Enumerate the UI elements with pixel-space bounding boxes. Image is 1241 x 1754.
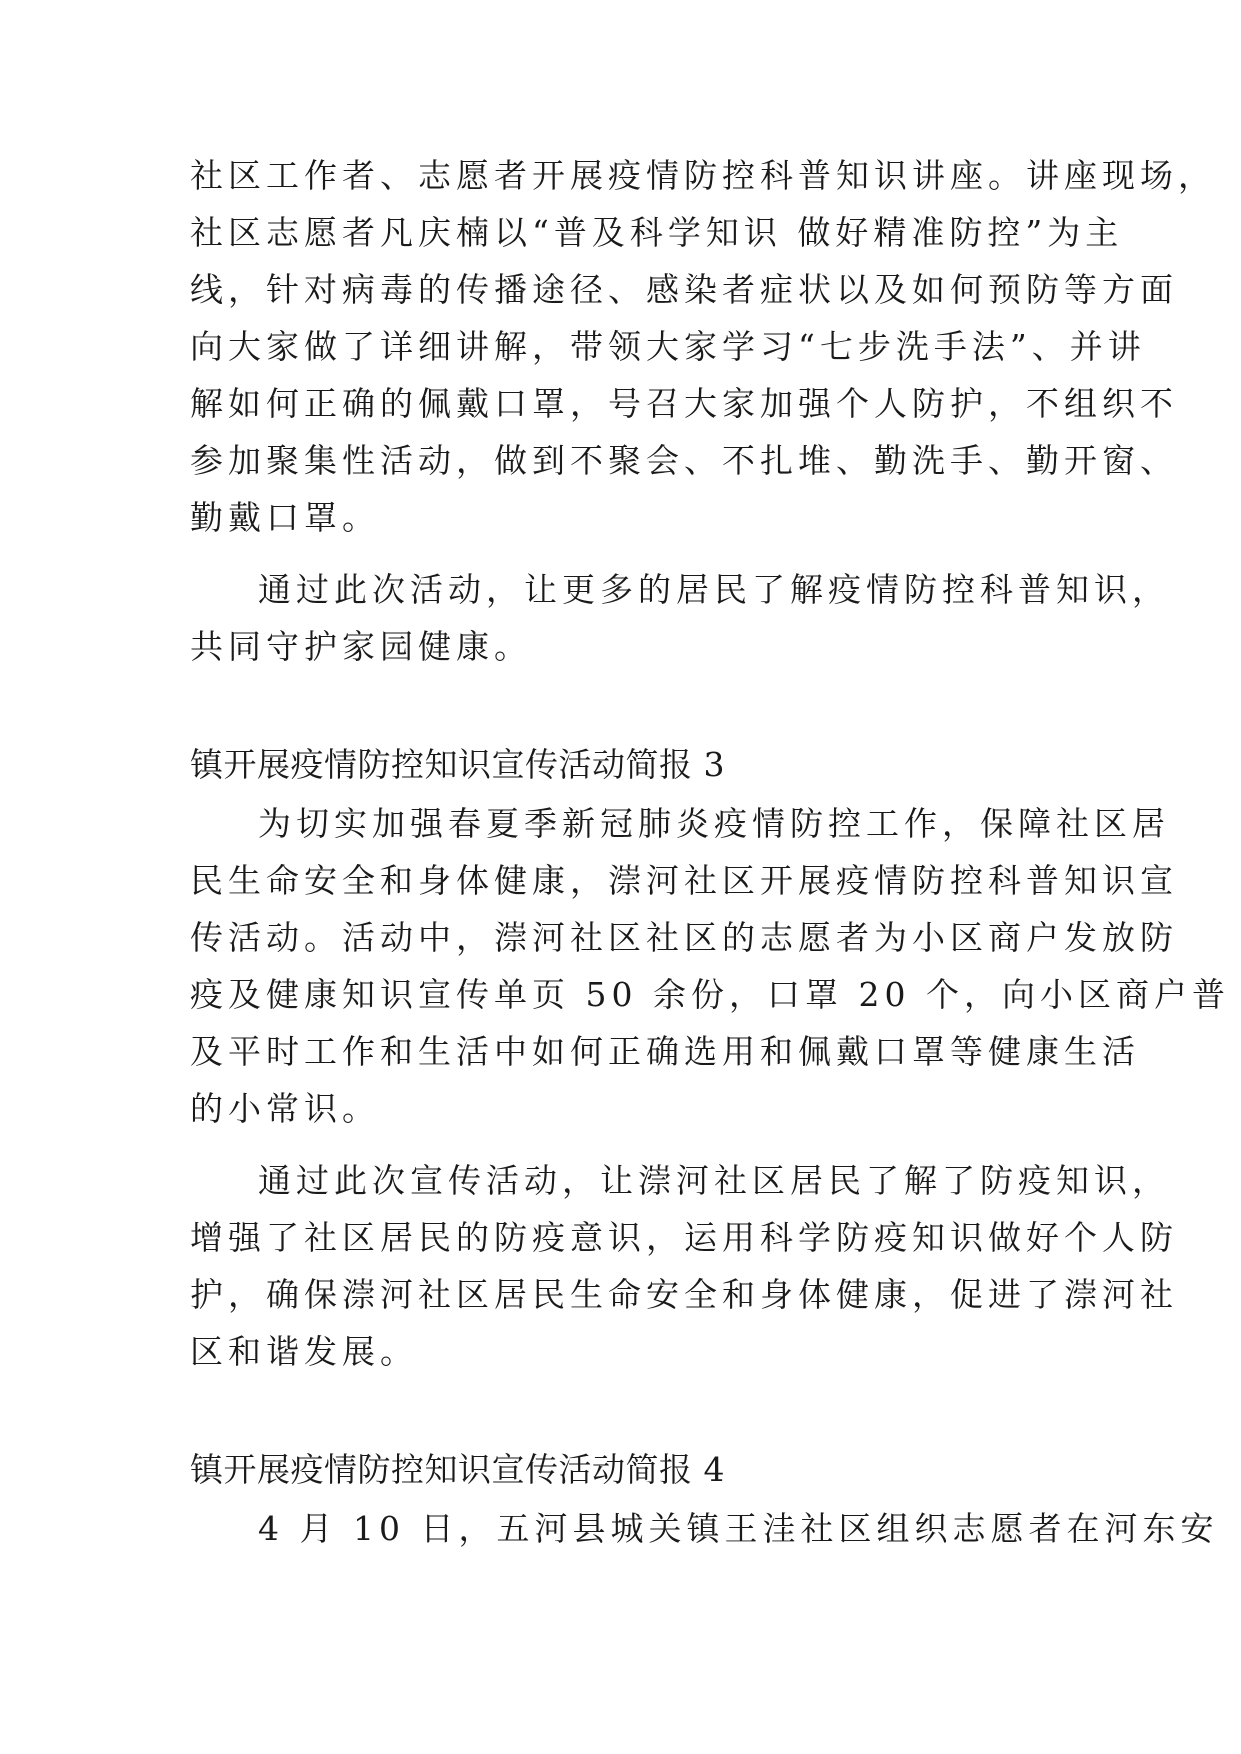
paragraph-line: 4 月 10 日，五河县城关镇王洼社区组织志愿者在河东安 xyxy=(258,1509,1219,1548)
section-heading: 镇开展疫情防控知识宣传活动简报 4 xyxy=(190,1450,725,1489)
paragraph-line: 解如何正确的佩戴口罩，号召大家加强个人防护，不组织不 xyxy=(190,384,1178,423)
paragraph-line: 共同守护家园健康。 xyxy=(190,627,532,666)
paragraph-line: 社区志愿者凡庆楠以“普及科学知识 做好精准防控”为主 xyxy=(190,213,1124,252)
paragraph-line: 通过此次活动，让更多的居民了解疫情防控科普知识， xyxy=(258,570,1170,609)
paragraph-line: 社区工作者、志愿者开展疫情防控科普知识讲座。讲座现场， xyxy=(190,156,1216,195)
paragraph-line: 线，针对病毒的传播途径、感染者症状以及如何预防等方面 xyxy=(190,270,1178,309)
paragraph-line: 向大家做了详细讲解，带领大家学习“七步洗手法”、并讲 xyxy=(190,327,1146,366)
paragraph-line: 为切实加强春夏季新冠肺炎疫情防控工作，保障社区居 xyxy=(258,804,1170,843)
paragraph-line: 增强了社区居民的防疫意识，运用科学防疫知识做好个人防 xyxy=(190,1218,1178,1257)
paragraph-line: 通过此次宣传活动，让漴河社区居民了解了防疫知识， xyxy=(258,1161,1170,1200)
paragraph-line: 疫及健康知识宣传单页 50 余份，口罩 20 个，向小区商户普 xyxy=(190,975,1230,1014)
paragraph-line: 传活动。活动中，漴河社区社区的志愿者为小区商户发放防 xyxy=(190,918,1178,957)
paragraph-line: 参加聚集性活动，做到不聚会、不扎堆、勤洗手、勤开窗、 xyxy=(190,441,1178,480)
paragraph-line: 民生命安全和身体健康，漴河社区开展疫情防控科普知识宣 xyxy=(190,861,1178,900)
paragraph-line: 护，确保漴河社区居民生命安全和身体健康，促进了漴河社 xyxy=(190,1275,1178,1314)
paragraph-line: 及平时工作和生活中如何正确选用和佩戴口罩等健康生活 xyxy=(190,1032,1140,1071)
paragraph-line: 勤戴口罩。 xyxy=(190,498,380,537)
paragraph-line: 区和谐发展。 xyxy=(190,1332,418,1371)
paragraph-line: 的小常识。 xyxy=(190,1089,380,1128)
section-heading: 镇开展疫情防控知识宣传活动简报 3 xyxy=(190,745,725,784)
